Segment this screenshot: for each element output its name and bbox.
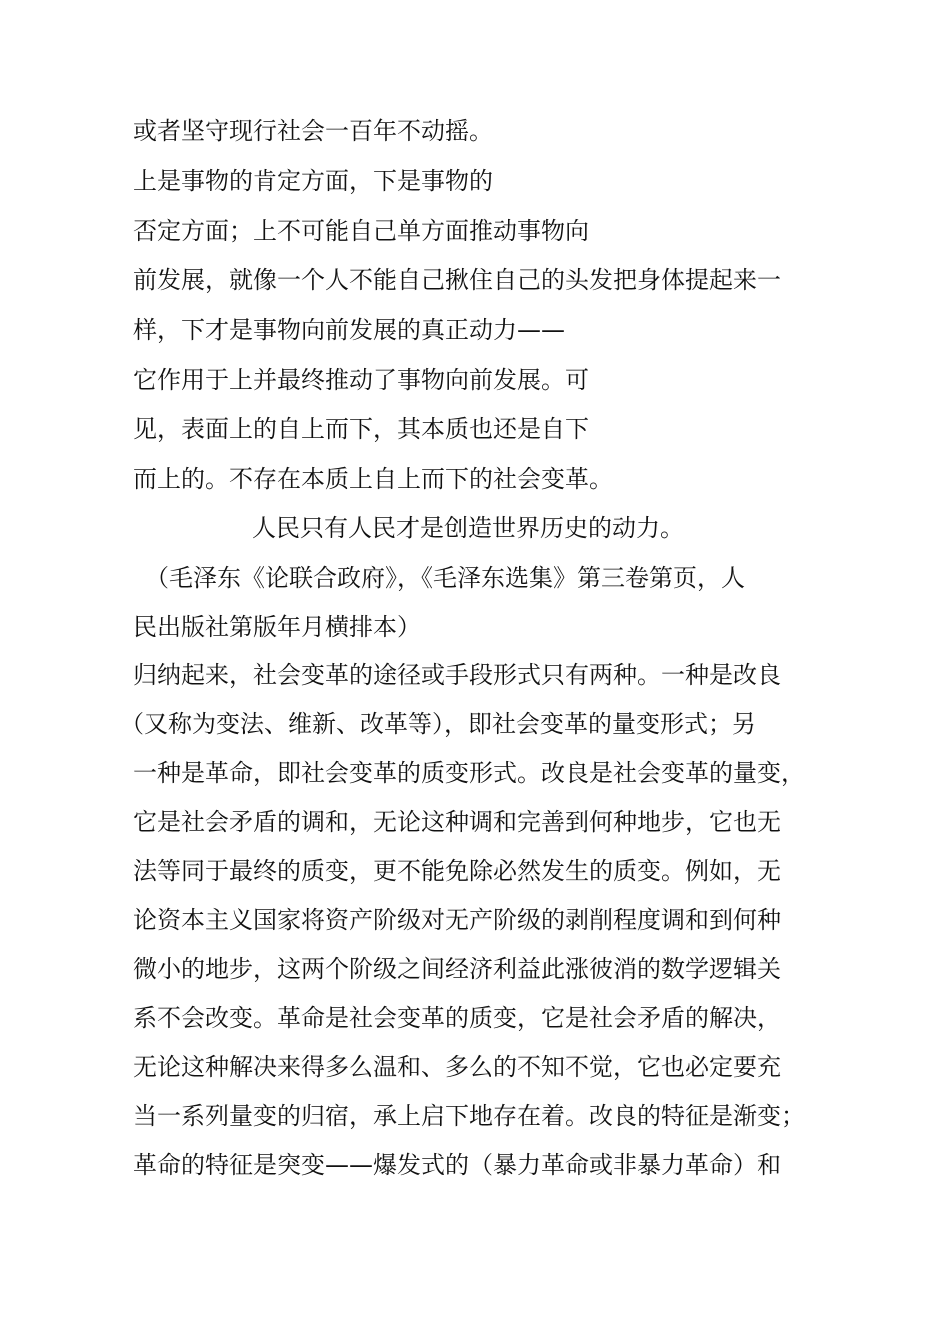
paragraph-line-6: 论资本主义国家将资产阶级对无产阶级的剥削程度调和到何种 [133,906,781,934]
text-line-8: 而上的。不存在本质上自上而下的社会变革。 [133,465,613,493]
text-line-2: 上是事物的肯定方面，下是事物的 [133,167,493,195]
paragraph-line-11: 革命的特征是突变——爆发式的（暴力革命或非暴力革命）和 [133,1151,781,1179]
paragraph-line-8: 系不会改变。革命是社会变革的质变，它是社会矛盾的解决， [133,1004,781,1032]
text-line-6: 它作用于上并最终推动了事物向前发展。可 [133,366,589,394]
citation-line-1: （毛泽东《论联合政府》，《毛泽东选集》第三卷第页，人 [145,564,745,592]
paragraph-line-5: 法等同于最终的质变，更不能免除必然发生的质变。例如，无 [133,857,781,885]
text-line-4: 前发展，就像一个人不能自己揪住自己的头发把身体提起来一 [133,266,781,294]
text-line-1: 或者坚守现行社会一百年不动摇。 [133,117,493,145]
citation-line-2: 民出版社第版年月横排本） [133,613,421,641]
text-line-7: 见，表面上的自上而下，其本质也还是自下 [133,415,589,443]
paragraph-line-1: 归纳起来，社会变革的途径或手段形式只有两种。一种是改良 [133,661,781,689]
paragraph-line-3: 一种是革命，即社会变革的质变形式。改良是社会变革的量变， [133,759,805,787]
paragraph-line-7: 微小的地步，这两个阶级之间经济利益此涨彼消的数学逻辑关 [133,955,781,983]
paragraph-line-10: 当一系列量变的归宿，承上启下地存在着。改良的特征是渐变； [133,1102,805,1130]
paragraph-line-2: （又称为变法、维新、改革等），即社会变革的量变形式；另 [120,710,756,738]
paragraph-line-4: 它是社会矛盾的调和，无论这种调和完善到何种地步，它也无 [133,808,781,836]
text-line-3: 否定方面；上不可能自己单方面推动事物向 [133,217,589,245]
text-line-5: 样，下才是事物向前发展的真正动力—— [133,316,565,344]
paragraph-line-9: 无论这种解决来得多么温和、多么的不知不觉，它也必定要充 [133,1053,781,1081]
quote-line: 人民只有人民才是创造世界历史的动力。 [252,514,684,542]
